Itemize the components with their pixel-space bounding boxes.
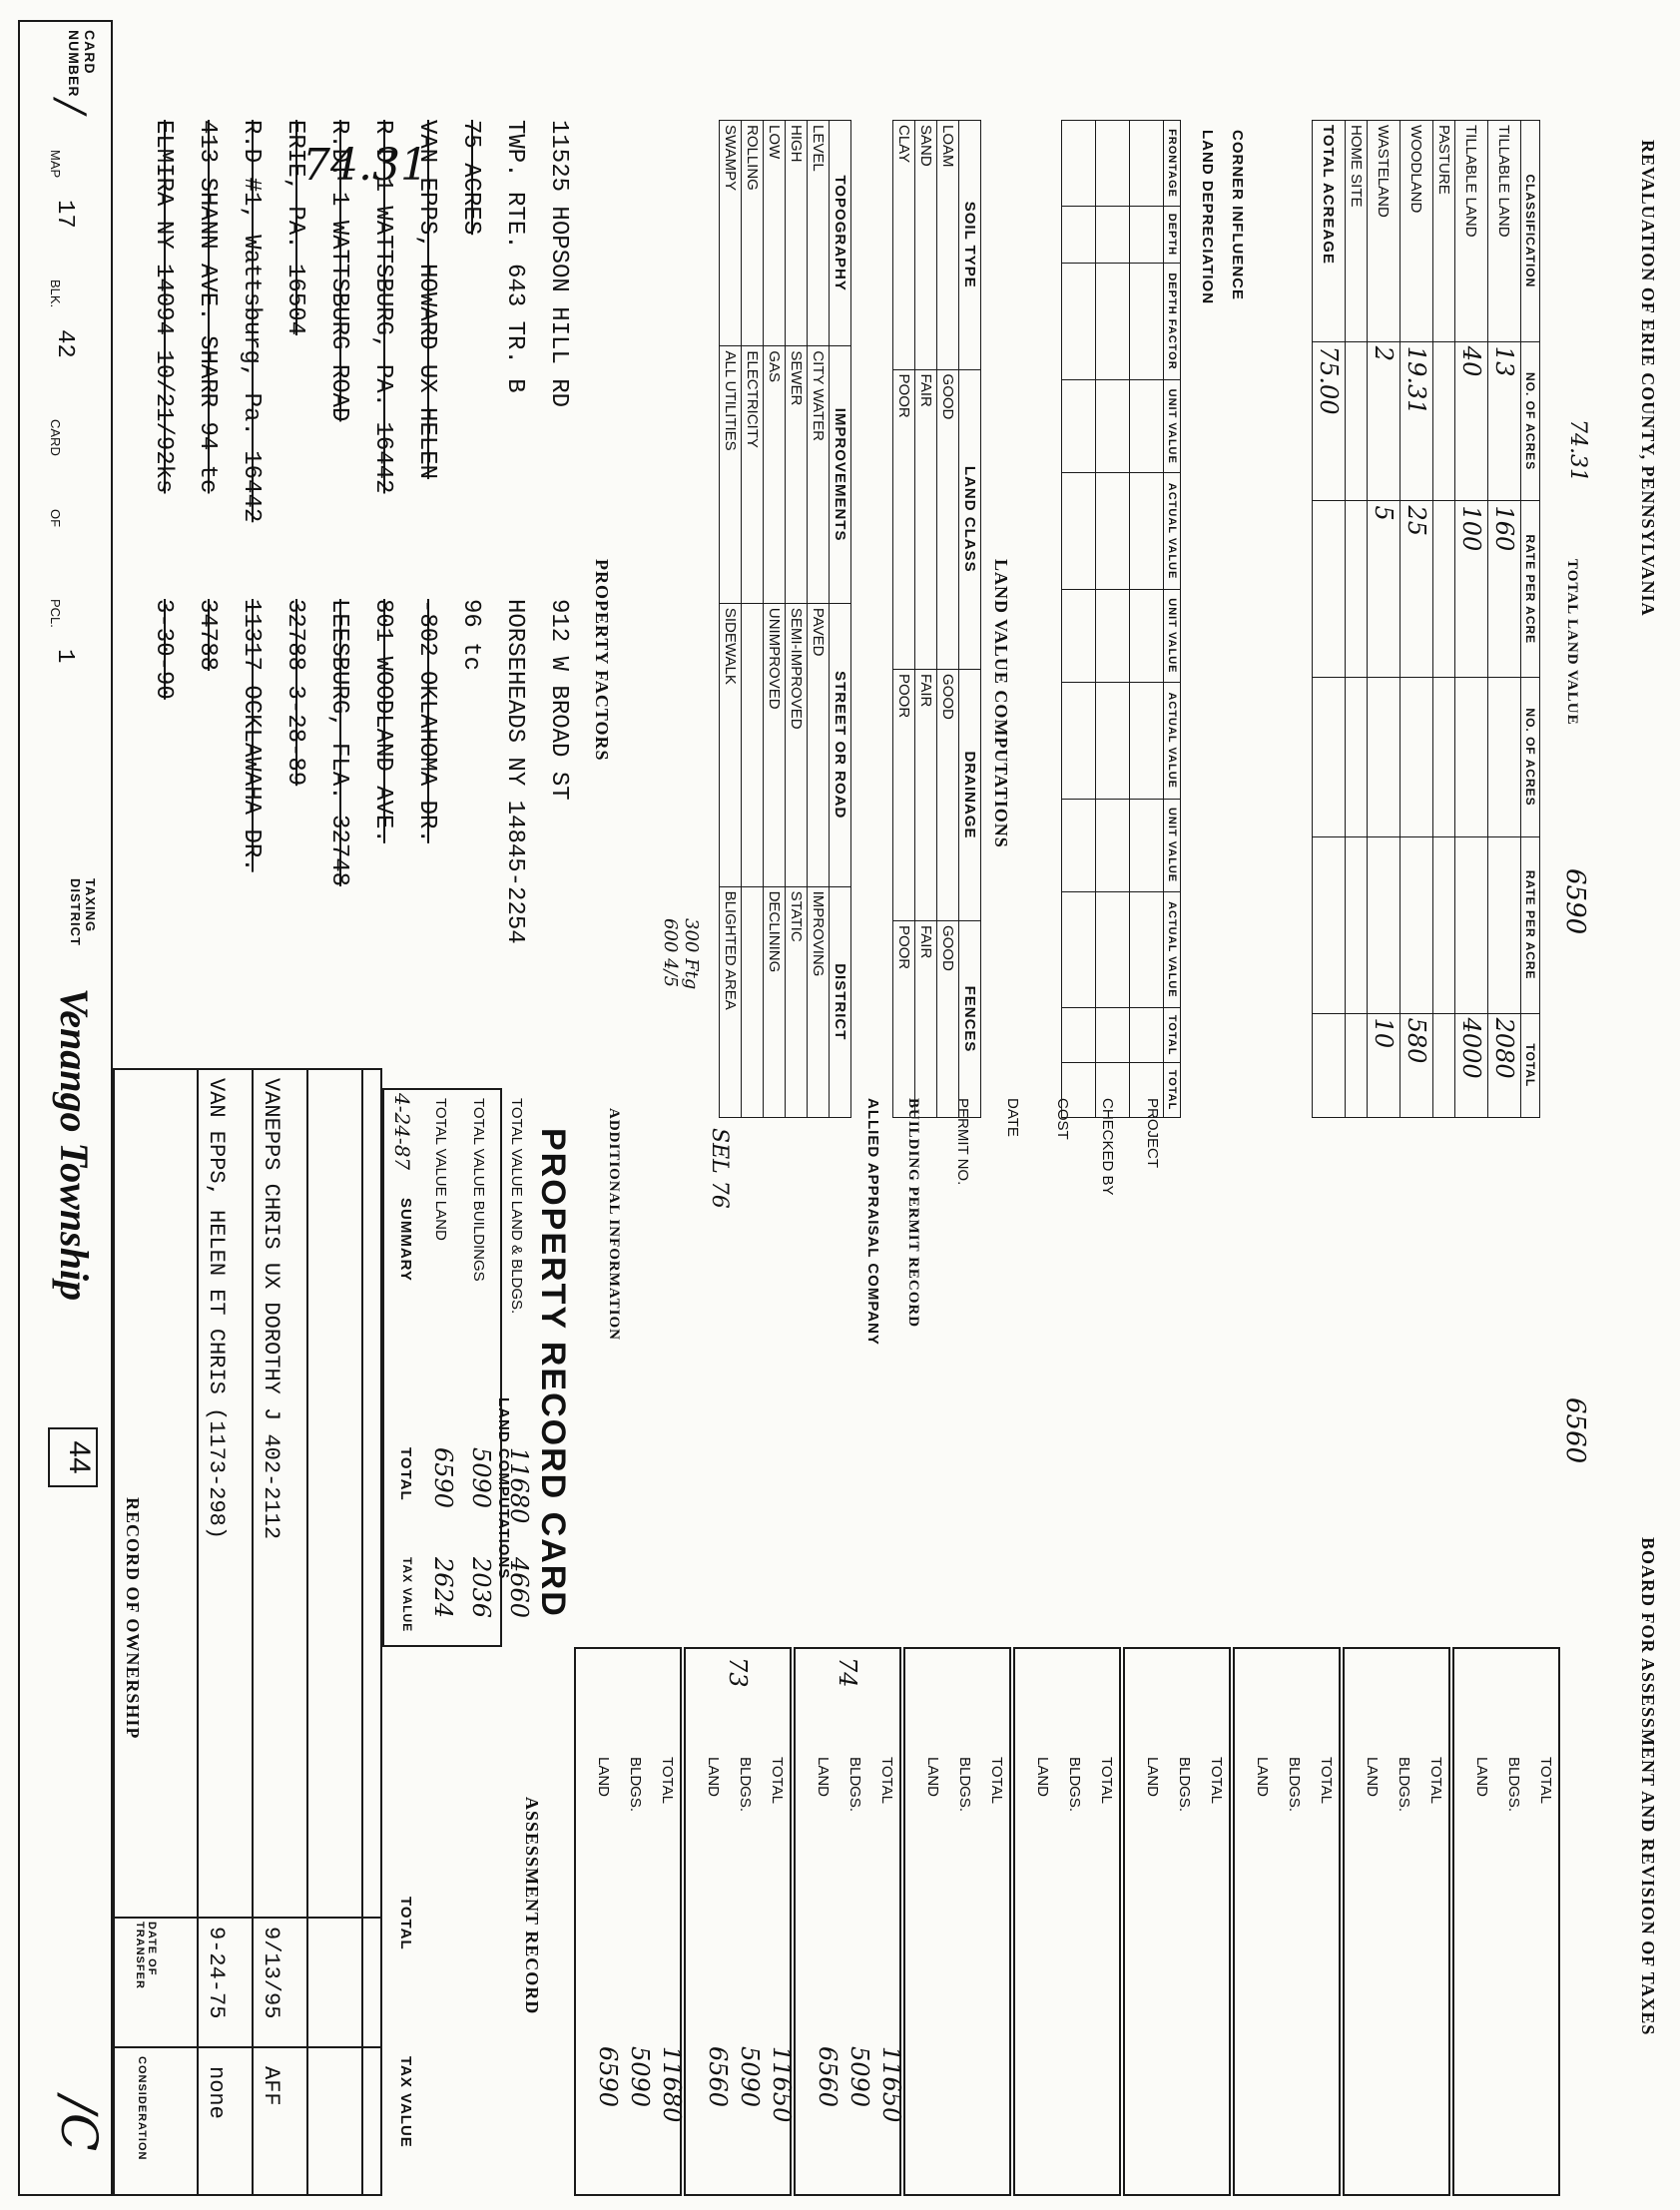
table-cell: BLIGHTED AREA	[720, 886, 742, 1117]
table-cell	[1096, 589, 1130, 682]
owner-right-block	[123, 599, 592, 1018]
assessment-row-label: TOTAL	[1427, 1757, 1444, 1804]
table-cell	[1096, 682, 1130, 799]
assessment-row-label: BLDGS.	[737, 1757, 754, 1813]
owner-line: R.D. 1 WATTSBURG ROAD	[325, 120, 352, 422]
blk-value: 42	[51, 329, 78, 358]
map-label: MAP	[48, 150, 63, 179]
table-cell: POOR	[893, 369, 915, 669]
address-line: 11317 OCKLAWAHA DR.	[238, 599, 265, 872]
table-cell	[1455, 678, 1488, 837]
summary-total: 6590	[429, 1447, 457, 1509]
table-row	[1062, 121, 1096, 1118]
table-cell	[1400, 836, 1433, 1013]
table-cell	[1130, 263, 1164, 380]
column-header: TOTAL	[1521, 1013, 1540, 1117]
acreage-note: 74.31	[302, 140, 428, 191]
assessment-row-label: LAND	[924, 1757, 941, 1798]
table-row	[1368, 121, 1400, 1118]
table-cell	[1062, 473, 1096, 590]
assessment-row-label: LAND	[1254, 1757, 1271, 1798]
assessment-bldgs: 5090	[626, 2046, 654, 2108]
table-cell: SEWER	[786, 346, 808, 604]
table-cell: UNIMPROVED	[764, 603, 786, 886]
table-cell	[1062, 589, 1096, 682]
table-cell: FAIR	[915, 369, 937, 669]
assessment-row-label: TOTAL	[878, 1757, 895, 1804]
table-row	[915, 121, 937, 1118]
classification-name: TILLABLE LAND	[1488, 121, 1521, 342]
transfer-date: 9/13/95	[259, 1927, 283, 2019]
acres-value: 40	[1455, 341, 1488, 501]
summary-tax-label: TAX VALUE	[400, 1557, 414, 1633]
table-cell: SIDEWALK	[720, 603, 742, 886]
column-header: UNIT VALUE	[1164, 589, 1181, 682]
corner-mark: /C	[50, 2096, 108, 2152]
rate-value	[1346, 501, 1368, 678]
classification-name: TILLABLE LAND	[1455, 121, 1488, 342]
pcl-label: PCL.	[48, 599, 63, 628]
assessment-bldgs: 5090	[736, 2046, 764, 2108]
column-header: CLASSIFICATION	[1521, 121, 1540, 342]
address-line: HORSEHEADS NY 14845-2254	[501, 599, 528, 944]
address-line: 3-30-90	[150, 599, 177, 700]
table-cell	[1130, 891, 1164, 1008]
table-cell	[1433, 836, 1455, 1013]
table-cell	[1096, 891, 1130, 1008]
address-line: 801 WOODLAND AVE.	[369, 599, 396, 843]
column-header: DEPTH FACTOR	[1164, 263, 1181, 380]
table-cell	[1096, 473, 1130, 590]
land-value-title: LAND VALUE COMPUTATIONS	[991, 559, 1011, 848]
assessment-row-label: LAND	[1364, 1757, 1381, 1798]
table-cell	[1313, 501, 1346, 678]
table-cell	[1313, 836, 1346, 1013]
table-row	[1455, 121, 1488, 1118]
assessment-row-label: TOTAL	[769, 1757, 786, 1804]
table-cell	[1096, 207, 1130, 264]
table-cell	[1130, 473, 1164, 590]
assessment-group	[1123, 1647, 1231, 2196]
table-cell: PAVED	[808, 603, 830, 886]
soil-factors-table	[892, 120, 981, 1118]
table-cell	[1488, 836, 1521, 1013]
table-cell: DECLINING	[764, 886, 786, 1117]
classification-name: WOODLAND	[1400, 121, 1433, 342]
table-row	[893, 121, 915, 1118]
assessment-row-label: LAND	[705, 1757, 722, 1798]
column-header: STREET OR ROAD	[830, 603, 851, 886]
table-row	[937, 121, 959, 1118]
owner-name: VANEPPS CHRIS UX DOROTHY J 402-2112	[259, 1078, 283, 1540]
owner-line: ELMIRA NY 14094 10/21/92ks	[150, 120, 177, 494]
address-line: 96 tc	[457, 599, 484, 672]
table-cell	[1368, 836, 1400, 1013]
acres-value: 19.31	[1400, 341, 1433, 501]
column-header: FENCES	[959, 920, 981, 1117]
owner-line: 413 SHANN AVE. SHARR 94 tc	[194, 120, 221, 494]
rate-value: 100	[1455, 501, 1488, 678]
row-total	[1433, 1013, 1455, 1117]
total-acreage-label: TOTAL ACREAGE	[1313, 121, 1346, 342]
assessment-row-label: LAND	[1473, 1757, 1490, 1798]
assessment-bldgs: 5090	[845, 2046, 873, 2108]
assessment-row-label: TOTAL	[1208, 1757, 1225, 1804]
summary-tax: 2036	[467, 1557, 495, 1619]
column-header: TOTAL	[1164, 1063, 1181, 1118]
allied-label: ALLIED APPRAISAL COMPANY	[864, 1098, 881, 1346]
table-cell	[1130, 380, 1164, 473]
row-total	[1346, 1013, 1368, 1117]
table-cell: POOR	[893, 669, 915, 920]
assessment-total: 11650	[768, 2046, 796, 2123]
assessment-land: 6590	[594, 2046, 622, 2108]
table-cell: CLAY	[893, 121, 915, 370]
column-header: NO. OF ACRES	[1521, 341, 1540, 501]
column-header: DRAINAGE	[959, 669, 981, 920]
table-header-row	[959, 121, 981, 1118]
summary-row-label: TOTAL VALUE BUILDINGS	[470, 1098, 487, 1282]
column-header: UNIT VALUE	[1164, 380, 1181, 473]
assessment-group	[1233, 1647, 1341, 2196]
assessment-total-label: TOTAL	[397, 1897, 414, 1950]
table-cell: GOOD	[937, 920, 959, 1117]
assessment-row-label: TOTAL	[988, 1757, 1005, 1804]
table-cell: LOAM	[937, 121, 959, 370]
assessment-year: 73	[724, 1657, 752, 1688]
table-cell	[742, 886, 764, 1117]
column-header: UNIT VALUE	[1164, 799, 1181, 891]
table-row	[1130, 121, 1164, 1118]
permit-date-label: DATE	[1004, 1098, 1021, 1137]
footer-right: BOARD FOR ASSESSMENT AND REVISION OF TAXES	[1638, 1537, 1658, 2036]
column-header: DISTRICT	[830, 886, 851, 1117]
assessment-row-label: BLDGS.	[956, 1757, 973, 1813]
assessment-row-label: BLDGS.	[1066, 1757, 1083, 1813]
property-factors-table	[719, 120, 851, 1118]
table-row	[1488, 121, 1521, 1118]
assessment-group	[1343, 1647, 1450, 2196]
land-classification-table	[1312, 120, 1540, 1118]
total-acreage-note: 74.31	[1565, 419, 1590, 482]
table-cell	[1062, 263, 1096, 380]
table-row	[1096, 121, 1130, 1118]
table-cell: ELECTRICITY	[742, 346, 764, 604]
taxing-district-label: TAXING DISTRICT	[68, 878, 98, 946]
acres-value: 13	[1488, 341, 1521, 501]
table-cell: POOR	[893, 920, 915, 1117]
table-cell	[1130, 682, 1164, 799]
table-cell	[1368, 678, 1400, 837]
of-label: OF	[48, 509, 63, 528]
map-value: 17	[51, 200, 78, 229]
table-cell	[1062, 682, 1096, 799]
table-cell: LOW	[764, 121, 786, 346]
table-cell	[1062, 121, 1096, 207]
classification-name: PASTURE	[1433, 121, 1455, 342]
ownership-title: RECORD OF OWNERSHIP	[123, 1497, 143, 1740]
table-cell: SWAMPY	[720, 121, 742, 346]
land-depreciation-label: LAND DEPRECIATION	[1199, 130, 1216, 305]
column-header: NO. OF ACRES	[1521, 678, 1540, 837]
table-cell	[1062, 1063, 1096, 1118]
table-cell	[1455, 836, 1488, 1013]
assessment-row-label: LAND	[815, 1757, 832, 1798]
assessment-row-label: BLDGS.	[1176, 1757, 1193, 1813]
assessment-group	[903, 1647, 1011, 2196]
table-cell: SEMI-IMPROVED	[786, 603, 808, 886]
table-row	[764, 121, 786, 1118]
assessment-total: 11650	[877, 2046, 905, 2123]
summary-total: 5090	[467, 1447, 495, 1509]
table-header-row	[830, 121, 851, 1118]
owner-line: VAN EPPS, HOWARD UX HELEN	[413, 120, 440, 480]
column-header: SOIL TYPE	[959, 121, 981, 370]
table-cell: ROLLING	[742, 121, 764, 346]
table-cell	[742, 603, 764, 886]
table-cell: GOOD	[937, 669, 959, 920]
permit-no-label: PERMIT NO.	[954, 1098, 971, 1186]
column-header: IMPROVEMENTS	[830, 346, 851, 604]
table-cell	[1313, 1013, 1346, 1117]
table-cell	[1096, 1008, 1130, 1063]
table-cell	[1130, 121, 1164, 207]
column-header: ACTUAL VALUE	[1164, 473, 1181, 590]
land-value-frontage-table	[1061, 120, 1181, 1118]
assessment-row-label: BLDGS.	[1505, 1757, 1522, 1813]
table-cell	[1130, 1063, 1164, 1118]
table-cell	[1096, 121, 1130, 207]
card-number-mark: /	[47, 100, 93, 114]
total-acreage-value: 75.00	[1313, 341, 1346, 501]
table-cell: ALL UTILITIES	[720, 346, 742, 604]
table-cell	[1062, 891, 1096, 1008]
address-line: 912 W BROAD ST	[545, 599, 572, 801]
permit-cost-label: COST	[1054, 1098, 1071, 1140]
owner-line: TWP. RTE. 643 TR. B	[501, 120, 528, 393]
assessment-row-label: BLDGS.	[627, 1757, 644, 1813]
footer-left: REVALUATION OF ERIE COUNTY, PENNSYLVANIA	[1638, 140, 1658, 617]
summary-row-label: TOTAL VALUE LAND & BLDGS.	[508, 1098, 525, 1315]
table-row	[742, 121, 764, 1118]
summary-title: SUMMARY	[397, 1198, 414, 1282]
acres-value	[1433, 341, 1455, 501]
property-record-title: PROPERTY RECORD CARD	[534, 1128, 572, 1618]
column-header: ACTUAL VALUE	[1164, 682, 1181, 799]
table-cell: FAIR	[915, 920, 937, 1117]
acres-value	[1346, 341, 1368, 501]
table-row	[720, 121, 742, 1118]
card-label: CARD	[48, 419, 63, 456]
assessment-land: 6560	[814, 2046, 841, 2108]
assessment-group	[1452, 1647, 1560, 2196]
owner-line: 11525 HOPSON HILL RD	[545, 120, 572, 408]
date-transfer-label: DATE OF TRANSFER	[134, 1922, 158, 1989]
table-cell	[1062, 1008, 1096, 1063]
land-computations-title: LAND COMPUTATIONS	[495, 1397, 512, 1580]
table-cell	[1400, 678, 1433, 837]
assessment-row-label: BLDGS.	[1286, 1757, 1303, 1813]
table-cell	[1130, 799, 1164, 891]
ownership-section	[113, 1068, 382, 2196]
corner-influence-label: CORNER INFLUENCE	[1229, 130, 1246, 301]
table-cell	[1130, 1008, 1164, 1063]
classification-name: WASTELAND	[1368, 121, 1400, 342]
row-total: 4000	[1455, 1013, 1488, 1117]
consideration-value: none	[204, 2066, 229, 2119]
classification-name: HOME SITE	[1346, 121, 1368, 342]
township-title: Venango Township	[52, 988, 97, 1302]
row-total: 580	[1400, 1013, 1433, 1117]
assessment-tax-label: TAX VALUE	[397, 2056, 414, 2148]
table-cell: LEVEL	[808, 121, 830, 346]
column-header: RATE PER ACRE	[1521, 501, 1540, 678]
rate-value: 25	[1400, 501, 1433, 678]
card-number-label: CARD NUMBER	[66, 30, 98, 98]
sel-note: SEL 76	[707, 1128, 732, 1209]
total-land-value: 6590	[1560, 868, 1590, 935]
table-cell	[1346, 836, 1368, 1013]
table-cell	[1096, 1063, 1130, 1118]
owner-line: R.D #1, Wattsburg, Pa. 16442	[238, 120, 265, 523]
total-land-value-2: 6560	[1560, 1397, 1590, 1464]
assessment-row-label: LAND	[1034, 1757, 1051, 1798]
assessment-group	[1013, 1647, 1121, 2196]
assessment-row-label: TOTAL	[659, 1757, 676, 1804]
row-total: 10	[1368, 1013, 1400, 1117]
table-cell	[1062, 380, 1096, 473]
owner-line: ERIE, PA. 16504	[281, 120, 308, 336]
page-box: 44	[48, 1427, 98, 1487]
rate-value: 5	[1368, 501, 1400, 678]
table-cell: IMPROVING	[808, 886, 830, 1117]
project-label: PROJECT	[1144, 1098, 1161, 1169]
assessment-year: 74	[834, 1657, 861, 1688]
summary-tax: 2624	[429, 1557, 457, 1619]
pcl-value: 1	[51, 649, 78, 664]
table-cell: GOOD	[937, 369, 959, 669]
total-land-value-label: TOTAL LAND VALUE	[1564, 559, 1580, 726]
table-cell	[1096, 380, 1130, 473]
table-cell	[1130, 589, 1164, 682]
assessment-row-label: LAND	[595, 1757, 612, 1798]
table-row	[1400, 121, 1433, 1118]
address-line: LEESBURG, FLA. 32748	[325, 599, 352, 887]
row-total: 2080	[1488, 1013, 1521, 1117]
assessment-row-label: BLDGS.	[1396, 1757, 1412, 1813]
table-cell	[1346, 678, 1368, 837]
acres-value: 2	[1368, 341, 1400, 501]
table-row	[786, 121, 808, 1118]
table-cell: CITY WATER	[808, 346, 830, 604]
column-header: LAND CLASS	[959, 369, 981, 669]
consideration-value: AFF	[259, 2066, 283, 2106]
assessment-total: 11680	[658, 2046, 686, 2123]
table-cell: GAS	[764, 346, 786, 604]
address-line: 34788	[194, 599, 221, 672]
table-row	[1433, 121, 1455, 1118]
column-header: TOTAL	[1164, 1008, 1181, 1063]
summary-row-label: TOTAL VALUE LAND	[432, 1098, 449, 1241]
table-cell	[1488, 678, 1521, 837]
assessment-row-label: TOTAL	[1098, 1757, 1115, 1804]
table-cell	[1313, 678, 1346, 837]
table-header-row	[1164, 121, 1181, 1118]
column-header: RATE PER ACRE	[1521, 836, 1540, 1013]
owner-name: VAN EPPS, HELEN ET CHRIS (1173-298)	[204, 1078, 229, 1540]
building-permit-label: BUILDING PERMIT RECORD	[905, 1098, 921, 1329]
table-cell	[1433, 678, 1455, 837]
table-cell: SAND	[915, 121, 937, 370]
assessment-row-label: BLDGS.	[846, 1757, 863, 1813]
additional-info-label: ADDITIONAL INFORMATION	[606, 1108, 622, 1341]
table-cell	[1096, 263, 1130, 380]
summary-tax: 4660	[505, 1557, 533, 1619]
column-header: TOPOGRAPHY	[830, 121, 851, 346]
assessment-land: 6560	[704, 2046, 732, 2108]
owner-line: R D 1 WATTSBURG, PA. 16442	[369, 120, 396, 494]
consideration-label: CONSIDERATION	[136, 2056, 148, 2161]
table-cell	[1062, 799, 1096, 891]
table-cell	[1062, 207, 1096, 264]
total-acreage-row	[1313, 121, 1346, 1118]
table-cell: HIGH	[786, 121, 808, 346]
rate-value: 160	[1488, 501, 1521, 678]
column-header: ACTUAL VALUE	[1164, 891, 1181, 1008]
column-header: FRONTAGE	[1164, 121, 1181, 207]
property-factors-title: PROPERTY FACTORS	[592, 559, 612, 762]
blk-label: BLK.	[48, 279, 63, 308]
summary-date: 4-24-87	[390, 1093, 414, 1171]
table-row	[1346, 121, 1368, 1118]
summary-total: 11680	[505, 1447, 533, 1524]
assessment-row-label: TOTAL	[1537, 1757, 1554, 1804]
assessment-row-label: TOTAL	[1318, 1757, 1335, 1804]
table-row	[808, 121, 830, 1118]
transfer-date: 9-24-75	[204, 1927, 229, 2019]
table-cell: FAIR	[915, 669, 937, 920]
assessment-title: ASSESSMENT RECORD	[522, 1797, 542, 2015]
address-line: 32788 3-28-89	[281, 599, 308, 787]
table-cell: STATIC	[786, 886, 808, 1117]
address-line: -802 OKLAHOMA DR.	[413, 599, 440, 843]
owner-line: 75 ACRES	[457, 120, 484, 236]
checked-by-label: CHECKED BY	[1099, 1098, 1116, 1196]
summary-total-label: TOTAL	[397, 1447, 414, 1501]
handwritten-note: 300 Ftg 600 4/5	[660, 918, 702, 990]
column-header: DEPTH	[1164, 207, 1181, 264]
table-header-row	[1521, 121, 1540, 1118]
table-cell	[1130, 207, 1164, 264]
assessment-row-label: LAND	[1144, 1757, 1161, 1798]
rate-value	[1433, 501, 1455, 678]
table-cell	[1096, 799, 1130, 891]
